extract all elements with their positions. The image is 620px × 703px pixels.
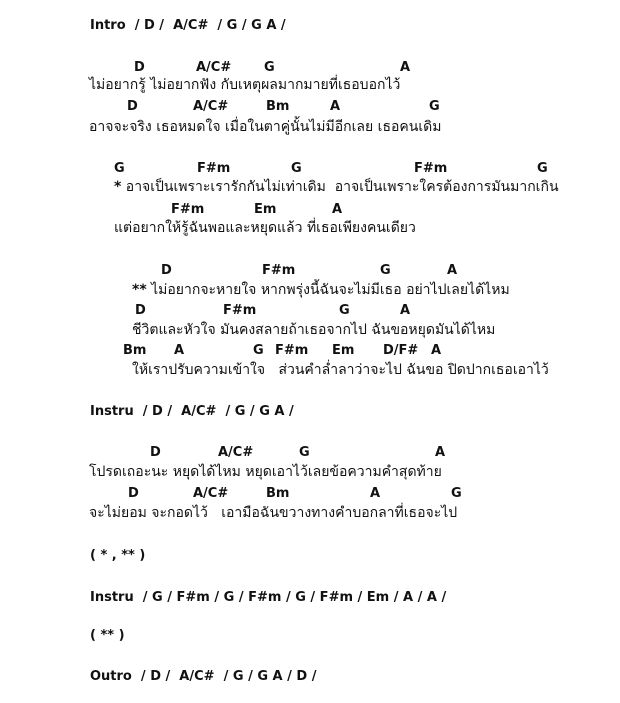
chord: G (339, 303, 350, 318)
chord: D (161, 263, 172, 278)
chord: G (291, 161, 302, 176)
chord: D (134, 60, 145, 75)
intro-line: Intro / D / A/C# / G / G A / (90, 18, 286, 33)
chord: D (135, 303, 146, 318)
chord: F#m (197, 161, 231, 176)
chord: G (537, 161, 548, 176)
lyric-line: ให้เราปรับความเข้าใจ ส่วนคำล่ำลาว่าจะไป ฉันขอ ปิดปากเธอเอาไว้ (132, 362, 549, 378)
chord: Bm (266, 486, 290, 501)
chord: G (380, 263, 391, 278)
lyric-line: ชีวิตและหัวใจ มันคงสลายถ้าเธอจากไป ฉันขอหยุดมันได้ไหม (132, 322, 496, 338)
chord: D (128, 486, 139, 501)
lyric-text: ไม่อยากจะหายใจ หากพรุ่งนี้ฉันจะไม่มีเธอ อย่าไปเลยได้ไหม (151, 282, 510, 298)
chord: G (429, 99, 440, 114)
chord: F#m (414, 161, 448, 176)
chord: F#m (171, 202, 205, 217)
chord: G (253, 343, 264, 358)
chord: Em (332, 343, 355, 358)
chord: A (330, 99, 341, 114)
chord: F#m (275, 343, 309, 358)
chord: D (127, 99, 138, 114)
chord: Em (254, 202, 277, 217)
chord: A (447, 263, 458, 278)
chord: F#m (262, 263, 296, 278)
chorus-marker: ** (132, 282, 147, 298)
lyric-text: อาจเป็นเพราะเรารักกันไม่เท่าเดิม อาจเป็นเพราะใครต้องการมันมากเกิน (125, 179, 559, 195)
lyric-line: แต่อยากให้รู้ฉันพอและหยุดแล้ว ที่เธอเพียงคนเดียว (114, 220, 416, 236)
instru-line: Instru / D / A/C# / G / G A / (90, 404, 294, 419)
chord: A (400, 60, 411, 75)
chord: A/C# (196, 60, 232, 75)
chord: A (431, 343, 442, 358)
chord: G (299, 445, 310, 460)
chord: G (451, 486, 462, 501)
lyric-line: ไม่อยากรู้ ไม่อยากฟัง กับเหตุผลมากมายที่เธอบอกไว้ (89, 77, 401, 93)
chord: A/C# (193, 486, 229, 501)
chord: Bm (266, 99, 290, 114)
chord: A/C# (193, 99, 229, 114)
lyric-line: จะไม่ยอม จะกอดไว้ เอามือฉันขวางทางคำบอกลาที่เธอจะไป (89, 505, 458, 521)
lyric-line: อาจจะจริง เธอหมดใจ เมื่อในตาคู่นั้นไม่มีอีกเลย เธอคนเดิม (89, 119, 442, 135)
lyric-line (132, 283, 510, 297)
lyric-line: โปรดเถอะนะ หยุดได้ไหม หยุดเอาไว้เลยข้อความคำสุดท้าย (89, 464, 442, 480)
chord: A (332, 202, 343, 217)
outro-line: Outro / D / A/C# / G / G A / D / (90, 669, 317, 684)
chord: D/F# (383, 343, 419, 358)
chord: G (114, 161, 125, 176)
chord: G (264, 60, 275, 75)
instru-line: Instru / G / F#m / G / F#m / G / F#m / Em / A / A / (90, 590, 447, 605)
chord: A/C# (218, 445, 254, 460)
repeat-marker: ( * , ** ) (90, 548, 146, 563)
chorus-marker: * (114, 179, 122, 195)
lyric-line (114, 180, 559, 194)
chord: A (400, 303, 411, 318)
chord: D (150, 445, 161, 460)
chord: F#m (223, 303, 257, 318)
chord: Bm (123, 343, 147, 358)
repeat-marker: ( ** ) (90, 628, 125, 643)
chord: A (174, 343, 185, 358)
chord: A (370, 486, 381, 501)
chord: A (435, 445, 446, 460)
